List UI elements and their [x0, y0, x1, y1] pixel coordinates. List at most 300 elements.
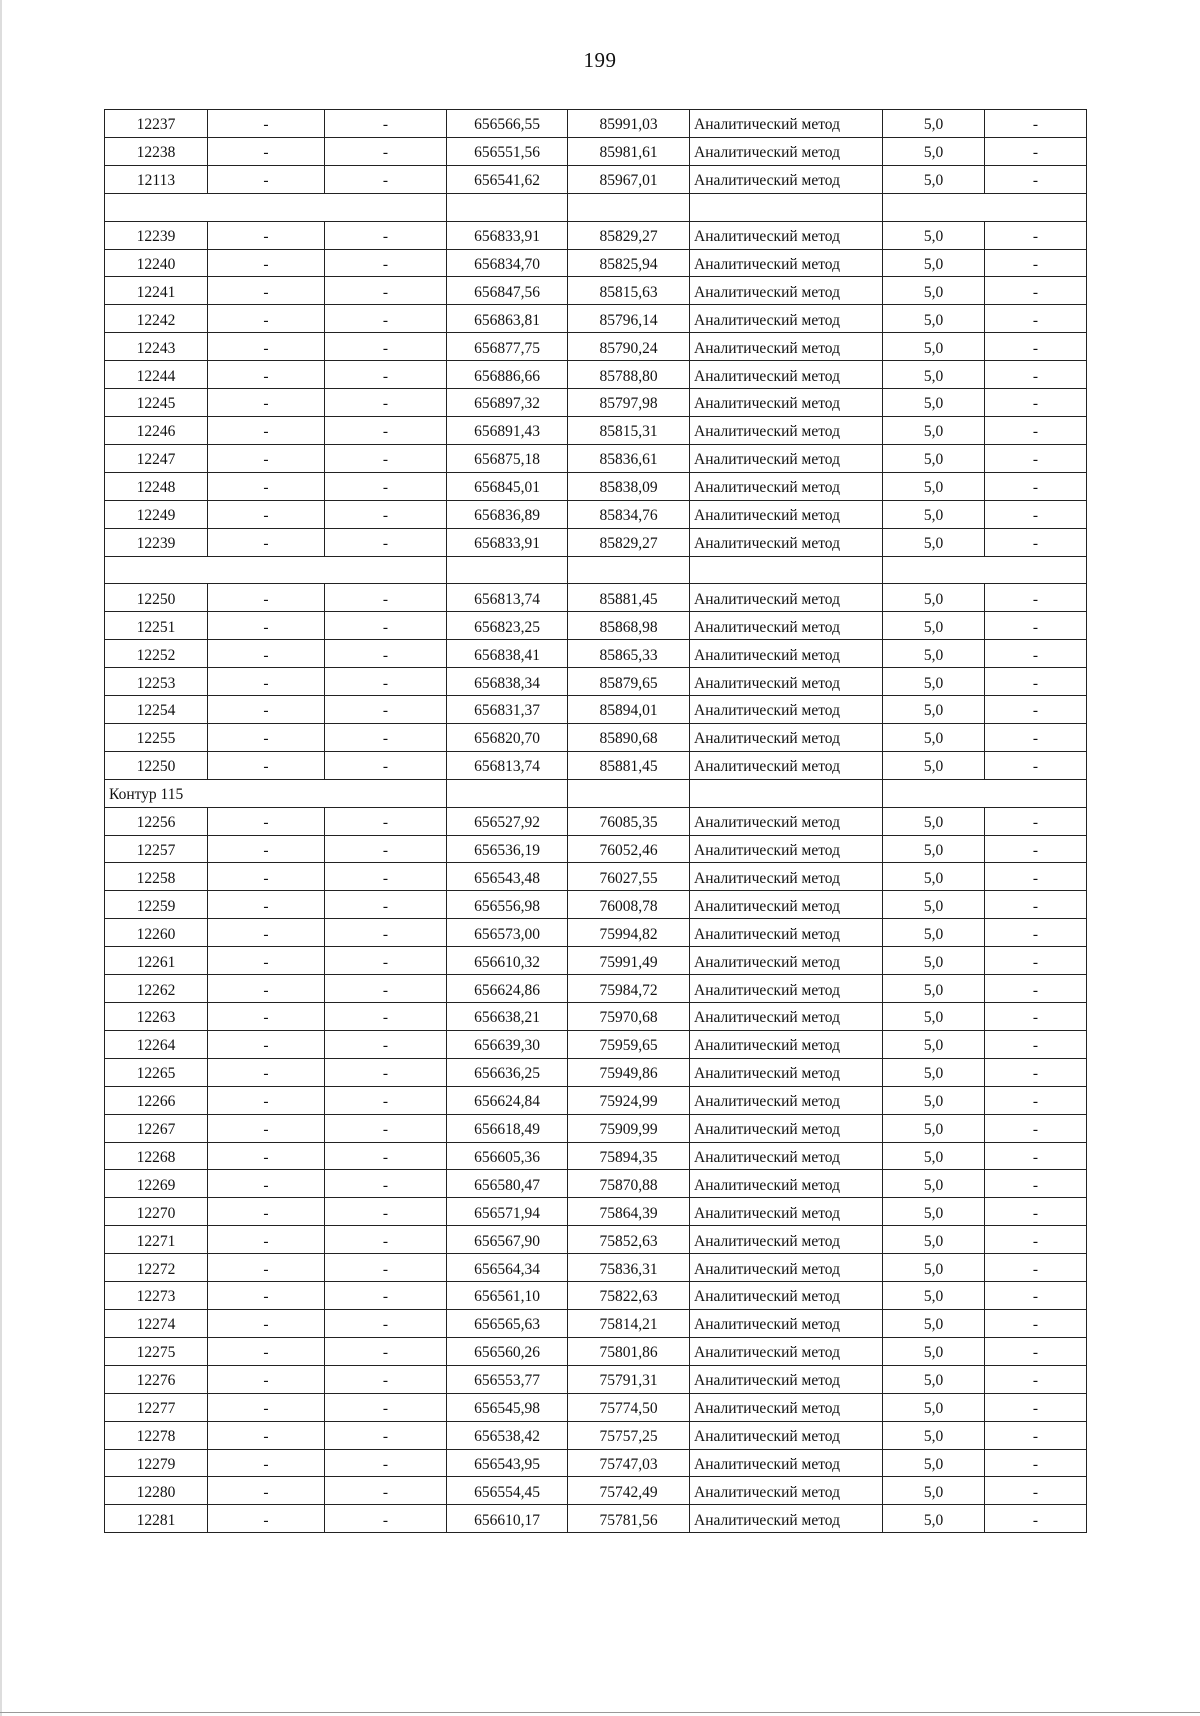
table-row: [105, 528, 1087, 556]
dash-cell-a: -: [208, 612, 325, 640]
point-number-cell: 12240: [105, 249, 208, 277]
empty-cell: [447, 193, 568, 221]
point-number-cell: 12250: [105, 751, 208, 779]
accuracy-cell: 5,0: [883, 1114, 985, 1142]
dash-cell-a: -: [208, 472, 325, 500]
accuracy-cell: 5,0: [883, 165, 985, 193]
y-coordinate-cell: 85894,01: [568, 696, 690, 724]
accuracy-cell: 5,0: [883, 807, 985, 835]
dash-cell-b: -: [325, 1198, 447, 1226]
y-coordinate-cell: 75836,31: [568, 1254, 690, 1282]
x-coordinate-cell: 656877,75: [447, 333, 568, 361]
point-number-cell: 12274: [105, 1309, 208, 1337]
table-row: [105, 612, 1087, 640]
accuracy-cell: 5,0: [883, 947, 985, 975]
dash-cell-a: -: [208, 389, 325, 417]
dash-cell-b: -: [325, 1254, 447, 1282]
y-coordinate-cell: 85825,94: [568, 249, 690, 277]
x-coordinate-cell: 656838,34: [447, 668, 568, 696]
dash-cell-b: -: [325, 1477, 447, 1505]
y-coordinate-cell: 85796,14: [568, 305, 690, 333]
method-cell: Аналитический метод: [690, 1477, 883, 1505]
y-coordinate-cell: 75894,35: [568, 1142, 690, 1170]
dash-cell-b: -: [325, 333, 447, 361]
table-row: [105, 221, 1087, 249]
dash-cell-a: -: [208, 1003, 325, 1031]
y-coordinate-cell: 75949,86: [568, 1058, 690, 1086]
point-number-cell: 12281: [105, 1505, 208, 1533]
dash-cell-last: -: [985, 277, 1087, 305]
x-coordinate-cell: 656813,74: [447, 584, 568, 612]
x-coordinate-cell: 656875,18: [447, 444, 568, 472]
x-coordinate-cell: 656554,45: [447, 1477, 568, 1505]
method-cell: Аналитический метод: [690, 1309, 883, 1337]
x-coordinate-cell: 656847,56: [447, 277, 568, 305]
method-cell: Аналитический метод: [690, 891, 883, 919]
table-row: [105, 1477, 1087, 1505]
accuracy-cell: 5,0: [883, 584, 985, 612]
y-coordinate-cell: 85829,27: [568, 528, 690, 556]
y-coordinate-cell: 85881,45: [568, 751, 690, 779]
dash-cell-a: -: [208, 668, 325, 696]
dash-cell-last: -: [985, 1058, 1087, 1086]
y-coordinate-cell: 76027,55: [568, 863, 690, 891]
y-coordinate-cell: 75909,99: [568, 1114, 690, 1142]
point-number-cell: 12250: [105, 584, 208, 612]
y-coordinate-cell: 85838,09: [568, 472, 690, 500]
dash-cell-last: -: [985, 221, 1087, 249]
y-coordinate-cell: 76085,35: [568, 807, 690, 835]
method-cell: Аналитический метод: [690, 1421, 883, 1449]
x-coordinate-cell: 656897,32: [447, 389, 568, 417]
empty-cell: [883, 779, 1087, 807]
point-number-cell: 12257: [105, 835, 208, 863]
dash-cell-a: -: [208, 1086, 325, 1114]
y-coordinate-cell: 85788,80: [568, 361, 690, 389]
dash-cell-a: -: [208, 1282, 325, 1310]
accuracy-cell: 5,0: [883, 1449, 985, 1477]
x-coordinate-cell: 656543,95: [447, 1449, 568, 1477]
y-coordinate-cell: 75959,65: [568, 1030, 690, 1058]
table-row: [105, 333, 1087, 361]
dash-cell-a: -: [208, 1337, 325, 1365]
point-number-cell: 12271: [105, 1226, 208, 1254]
dash-cell-a: -: [208, 249, 325, 277]
dash-cell-a: -: [208, 305, 325, 333]
table-row: [105, 277, 1087, 305]
empty-cell: [105, 556, 447, 584]
dash-cell-last: -: [985, 361, 1087, 389]
accuracy-cell: 5,0: [883, 221, 985, 249]
table-row: [105, 668, 1087, 696]
dash-cell-a: -: [208, 975, 325, 1003]
dash-cell-a: -: [208, 1030, 325, 1058]
dash-cell-a: -: [208, 1142, 325, 1170]
point-number-cell: 12269: [105, 1170, 208, 1198]
dash-cell-last: -: [985, 1003, 1087, 1031]
method-cell: Аналитический метод: [690, 1030, 883, 1058]
y-coordinate-cell: 75870,88: [568, 1170, 690, 1198]
point-number-cell: 12239: [105, 221, 208, 249]
method-cell: Аналитический метод: [690, 1337, 883, 1365]
accuracy-cell: 5,0: [883, 1198, 985, 1226]
point-number-cell: 12252: [105, 640, 208, 668]
method-cell: Аналитический метод: [690, 1393, 883, 1421]
y-coordinate-cell: 85890,68: [568, 723, 690, 751]
dash-cell-last: -: [985, 1477, 1087, 1505]
dash-cell-a: -: [208, 1170, 325, 1198]
method-cell: Аналитический метод: [690, 668, 883, 696]
method-cell: Аналитический метод: [690, 249, 883, 277]
dash-cell-a: -: [208, 1198, 325, 1226]
table-row: [105, 723, 1087, 751]
x-coordinate-cell: 656638,21: [447, 1003, 568, 1031]
y-coordinate-cell: 85836,61: [568, 444, 690, 472]
method-cell: Аналитический метод: [690, 1226, 883, 1254]
x-coordinate-cell: 656553,77: [447, 1365, 568, 1393]
dash-cell-last: -: [985, 1114, 1087, 1142]
accuracy-cell: 5,0: [883, 1142, 985, 1170]
accuracy-cell: 5,0: [883, 1337, 985, 1365]
method-cell: Аналитический метод: [690, 528, 883, 556]
dash-cell-a: -: [208, 1421, 325, 1449]
table-row: [105, 305, 1087, 333]
empty-cell: [568, 556, 690, 584]
accuracy-cell: 5,0: [883, 835, 985, 863]
method-cell: Аналитический метод: [690, 807, 883, 835]
dash-cell-b: -: [325, 1030, 447, 1058]
x-coordinate-cell: 656561,10: [447, 1282, 568, 1310]
point-number-cell: 12278: [105, 1421, 208, 1449]
dash-cell-a: -: [208, 947, 325, 975]
point-number-cell: 12280: [105, 1477, 208, 1505]
point-number-cell: 12259: [105, 891, 208, 919]
dash-cell-last: -: [985, 1449, 1087, 1477]
point-number-cell: 12263: [105, 1003, 208, 1031]
dash-cell-last: -: [985, 863, 1087, 891]
accuracy-cell: 5,0: [883, 975, 985, 1003]
accuracy-cell: 5,0: [883, 1003, 985, 1031]
y-coordinate-cell: 85879,65: [568, 668, 690, 696]
y-coordinate-cell: 75994,82: [568, 919, 690, 947]
y-coordinate-cell: 85815,63: [568, 277, 690, 305]
dash-cell-b: -: [325, 221, 447, 249]
point-number-cell: 12262: [105, 975, 208, 1003]
method-cell: Аналитический метод: [690, 1086, 883, 1114]
point-number-cell: 12246: [105, 416, 208, 444]
table-row: [105, 1393, 1087, 1421]
dash-cell-b: -: [325, 919, 447, 947]
dash-cell-a: -: [208, 1058, 325, 1086]
accuracy-cell: 5,0: [883, 751, 985, 779]
dash-cell-last: -: [985, 1421, 1087, 1449]
empty-cell: [690, 779, 883, 807]
dash-cell-last: -: [985, 137, 1087, 165]
point-number-cell: 12255: [105, 723, 208, 751]
method-cell: Аналитический метод: [690, 137, 883, 165]
table-row: [105, 472, 1087, 500]
method-cell: Аналитический метод: [690, 110, 883, 138]
accuracy-cell: 5,0: [883, 891, 985, 919]
table-row: [105, 1142, 1087, 1170]
dash-cell-a: -: [208, 416, 325, 444]
table-row: [105, 751, 1087, 779]
accuracy-cell: 5,0: [883, 137, 985, 165]
y-coordinate-cell: 85829,27: [568, 221, 690, 249]
dash-cell-b: -: [325, 751, 447, 779]
accuracy-cell: 5,0: [883, 444, 985, 472]
table-row: [105, 1114, 1087, 1142]
dash-cell-a: -: [208, 165, 325, 193]
point-number-cell: 12265: [105, 1058, 208, 1086]
contour-label: Контур 115: [105, 779, 447, 807]
x-coordinate-cell: 656639,30: [447, 1030, 568, 1058]
dash-cell-b: -: [325, 668, 447, 696]
dash-cell-b: -: [325, 1170, 447, 1198]
method-cell: Аналитический метод: [690, 584, 883, 612]
x-coordinate-cell: 656624,84: [447, 1086, 568, 1114]
point-number-cell: 12256: [105, 807, 208, 835]
x-coordinate-cell: 656564,34: [447, 1254, 568, 1282]
dash-cell-a: -: [208, 1505, 325, 1533]
dash-cell-a: -: [208, 584, 325, 612]
accuracy-cell: 5,0: [883, 1030, 985, 1058]
table-row: [105, 500, 1087, 528]
dash-cell-a: -: [208, 807, 325, 835]
dash-cell-a: -: [208, 751, 325, 779]
y-coordinate-cell: 85981,61: [568, 137, 690, 165]
point-number-cell: 12241: [105, 277, 208, 305]
dash-cell-last: -: [985, 389, 1087, 417]
method-cell: Аналитический метод: [690, 416, 883, 444]
point-number-cell: 12275: [105, 1337, 208, 1365]
dash-cell-last: -: [985, 1030, 1087, 1058]
y-coordinate-cell: 75984,72: [568, 975, 690, 1003]
dash-cell-b: -: [325, 361, 447, 389]
dash-cell-b: -: [325, 472, 447, 500]
dash-cell-a: -: [208, 444, 325, 472]
method-cell: Аналитический метод: [690, 389, 883, 417]
y-coordinate-cell: 76052,46: [568, 835, 690, 863]
dash-cell-b: -: [325, 137, 447, 165]
y-coordinate-cell: 85790,24: [568, 333, 690, 361]
dash-cell-last: -: [985, 1226, 1087, 1254]
y-coordinate-cell: 75822,63: [568, 1282, 690, 1310]
table-row: [105, 137, 1087, 165]
accuracy-cell: 5,0: [883, 1505, 985, 1533]
x-coordinate-cell: 656538,42: [447, 1421, 568, 1449]
page-number: 199: [583, 48, 617, 72]
method-cell: Аналитический метод: [690, 333, 883, 361]
dash-cell-last: -: [985, 305, 1087, 333]
dash-cell-b: -: [325, 165, 447, 193]
x-coordinate-cell: 656536,19: [447, 835, 568, 863]
y-coordinate-cell: 85991,03: [568, 110, 690, 138]
accuracy-cell: 5,0: [883, 249, 985, 277]
dash-cell-a: -: [208, 1477, 325, 1505]
y-coordinate-cell: 76008,78: [568, 891, 690, 919]
x-coordinate-cell: 656580,47: [447, 1170, 568, 1198]
point-number-cell: 12245: [105, 389, 208, 417]
point-number-cell: 12279: [105, 1449, 208, 1477]
accuracy-cell: 5,0: [883, 863, 985, 891]
dash-cell-a: -: [208, 361, 325, 389]
dash-cell-b: -: [325, 444, 447, 472]
table-row: [105, 444, 1087, 472]
x-coordinate-cell: 656565,63: [447, 1309, 568, 1337]
point-number-cell: 12242: [105, 305, 208, 333]
y-coordinate-cell: 75801,86: [568, 1337, 690, 1365]
point-number-cell: 12244: [105, 361, 208, 389]
dash-cell-last: -: [985, 1365, 1087, 1393]
method-cell: Аналитический метод: [690, 1058, 883, 1086]
table-row: [105, 1003, 1087, 1031]
dash-cell-b: -: [325, 863, 447, 891]
contour-header-row: [105, 779, 1087, 807]
empty-cell: [883, 193, 1087, 221]
table-row: [105, 1198, 1087, 1226]
table-row: [105, 696, 1087, 724]
coordinates-table: [104, 109, 1087, 1533]
point-number-cell: 12248: [105, 472, 208, 500]
dash-cell-b: -: [325, 975, 447, 1003]
y-coordinate-cell: 75864,39: [568, 1198, 690, 1226]
x-coordinate-cell: 656566,55: [447, 110, 568, 138]
x-coordinate-cell: 656527,92: [447, 807, 568, 835]
dash-cell-last: -: [985, 584, 1087, 612]
accuracy-cell: 5,0: [883, 723, 985, 751]
x-coordinate-cell: 656541,62: [447, 165, 568, 193]
table-row: [105, 249, 1087, 277]
table-row: [105, 389, 1087, 417]
point-number-cell: 12266: [105, 1086, 208, 1114]
table-row: [105, 975, 1087, 1003]
dash-cell-b: -: [325, 1309, 447, 1337]
table-body: [105, 110, 1087, 1533]
point-number-cell: 12277: [105, 1393, 208, 1421]
empty-cell: [690, 556, 883, 584]
dash-cell-b: -: [325, 891, 447, 919]
point-number-cell: 12270: [105, 1198, 208, 1226]
method-cell: Аналитический метод: [690, 305, 883, 333]
y-coordinate-cell: 75747,03: [568, 1449, 690, 1477]
dash-cell-last: -: [985, 723, 1087, 751]
method-cell: Аналитический метод: [690, 221, 883, 249]
point-number-cell: 12267: [105, 1114, 208, 1142]
table-row: [105, 1058, 1087, 1086]
accuracy-cell: 5,0: [883, 361, 985, 389]
method-cell: Аналитический метод: [690, 277, 883, 305]
y-coordinate-cell: 85815,31: [568, 416, 690, 444]
dash-cell-last: -: [985, 472, 1087, 500]
point-number-cell: 12249: [105, 500, 208, 528]
dash-cell-a: -: [208, 1254, 325, 1282]
dash-cell-last: -: [985, 1254, 1087, 1282]
accuracy-cell: 5,0: [883, 1170, 985, 1198]
y-coordinate-cell: 75757,25: [568, 1421, 690, 1449]
dash-cell-b: -: [325, 696, 447, 724]
y-coordinate-cell: 85834,76: [568, 500, 690, 528]
x-coordinate-cell: 656845,01: [447, 472, 568, 500]
accuracy-cell: 5,0: [883, 110, 985, 138]
method-cell: Аналитический метод: [690, 975, 883, 1003]
method-cell: Аналитический метод: [690, 835, 883, 863]
dash-cell-b: -: [325, 1003, 447, 1031]
point-number-cell: 12254: [105, 696, 208, 724]
method-cell: Аналитический метод: [690, 751, 883, 779]
y-coordinate-cell: 85967,01: [568, 165, 690, 193]
scan-bottom-edge: [0, 1712, 1200, 1713]
method-cell: Аналитический метод: [690, 1170, 883, 1198]
dash-cell-b: -: [325, 249, 447, 277]
y-coordinate-cell: 85868,98: [568, 612, 690, 640]
empty-cell: [568, 779, 690, 807]
dash-cell-b: -: [325, 723, 447, 751]
dash-cell-last: -: [985, 249, 1087, 277]
accuracy-cell: 5,0: [883, 416, 985, 444]
table-row: [105, 110, 1087, 138]
dash-cell-b: -: [325, 1114, 447, 1142]
table-row: [105, 947, 1087, 975]
accuracy-cell: 5,0: [883, 696, 985, 724]
y-coordinate-cell: 75781,56: [568, 1505, 690, 1533]
x-coordinate-cell: 656551,56: [447, 137, 568, 165]
dash-cell-a: -: [208, 277, 325, 305]
dash-cell-last: -: [985, 500, 1087, 528]
table-row: [105, 584, 1087, 612]
dash-cell-b: -: [325, 277, 447, 305]
accuracy-cell: 5,0: [883, 1309, 985, 1337]
accuracy-cell: 5,0: [883, 277, 985, 305]
dash-cell-last: -: [985, 975, 1087, 1003]
table-row: [105, 1170, 1087, 1198]
x-coordinate-cell: 656831,37: [447, 696, 568, 724]
x-coordinate-cell: 656605,36: [447, 1142, 568, 1170]
blank-separator-row: [105, 193, 1087, 221]
dash-cell-b: -: [325, 1505, 447, 1533]
empty-cell: [105, 193, 447, 221]
x-coordinate-cell: 656891,43: [447, 416, 568, 444]
dash-cell-last: -: [985, 333, 1087, 361]
point-number-cell: 12276: [105, 1365, 208, 1393]
point-number-cell: 12258: [105, 863, 208, 891]
accuracy-cell: 5,0: [883, 389, 985, 417]
accuracy-cell: 5,0: [883, 1058, 985, 1086]
x-coordinate-cell: 656813,74: [447, 751, 568, 779]
point-number-cell: 12243: [105, 333, 208, 361]
x-coordinate-cell: 656571,94: [447, 1198, 568, 1226]
dash-cell-b: -: [325, 1086, 447, 1114]
point-number-cell: 12237: [105, 110, 208, 138]
table-row: [105, 1421, 1087, 1449]
point-number-cell: 12238: [105, 137, 208, 165]
empty-cell: [690, 193, 883, 221]
dash-cell-last: -: [985, 807, 1087, 835]
x-coordinate-cell: 656823,25: [447, 612, 568, 640]
y-coordinate-cell: 75742,49: [568, 1477, 690, 1505]
dash-cell-b: -: [325, 947, 447, 975]
method-cell: Аналитический метод: [690, 1505, 883, 1533]
dash-cell-a: -: [208, 1309, 325, 1337]
dash-cell-a: -: [208, 110, 325, 138]
x-coordinate-cell: 656833,91: [447, 528, 568, 556]
point-number-cell: 12239: [105, 528, 208, 556]
table-row: [105, 891, 1087, 919]
table-row: [105, 640, 1087, 668]
table-row: [105, 165, 1087, 193]
accuracy-cell: 5,0: [883, 1477, 985, 1505]
table-row: [105, 1365, 1087, 1393]
